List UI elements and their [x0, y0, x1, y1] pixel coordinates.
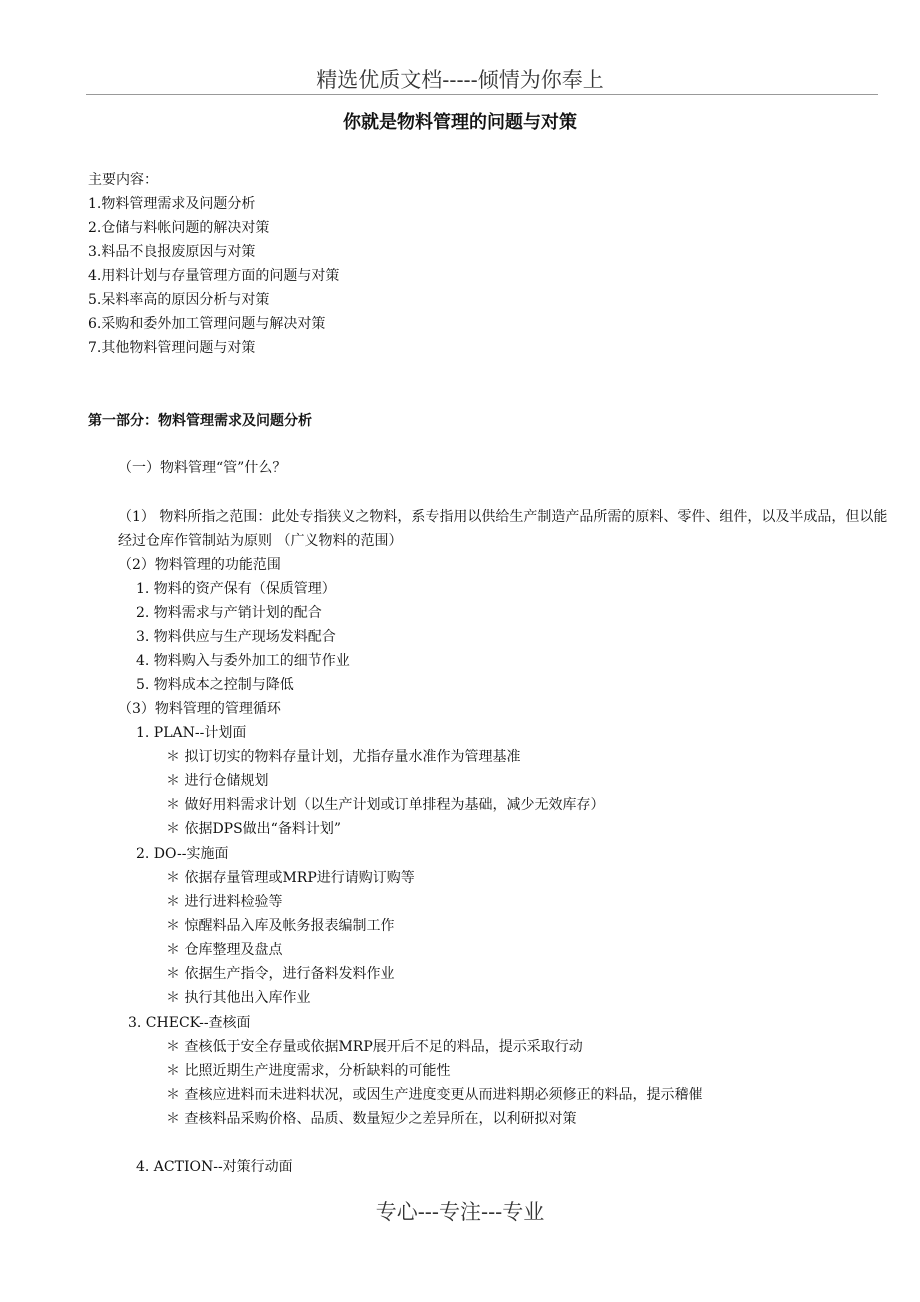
subsection-heading: （一）物料管理“管”什么？ [118, 460, 287, 476]
list-item: ＊ 查核应进料而未进料状况，或因生产进度变更从而进料期必须修正的料品，提示稽催 [166, 1087, 703, 1103]
list-item: ＊ 拟订切实的物料存量计划，尤指存量水准作为管理基准 [166, 749, 521, 765]
list-item: ＊ 做好用料需求计划（以生产计划或订单排程为基础，减少无效库存） [166, 797, 605, 813]
subsection-heading: （3）物料管理的管理循环 [118, 701, 281, 717]
header-divider [86, 94, 878, 95]
section-heading: 第一部分：物料管理需求及问题分析 [88, 413, 312, 429]
list-item: ＊ 依据生产指令，进行备料发料作业 [166, 966, 395, 982]
toc-item: 3.料品不良报废原因与对策 [88, 244, 256, 260]
toc-item: 4.用料计划与存量管理方面的问题与对策 [88, 268, 340, 284]
list-item: ＊ 比照近期生产进度需求，分析缺料的可能性 [166, 1063, 451, 1079]
list-item: 1. 物料的资产保有（保质管理） [136, 581, 336, 597]
toc-item: 1.物料管理需求及问题分析 [88, 196, 256, 212]
list-item: ＊ 惊醒料品入库及帐务报表编制工作 [166, 918, 395, 934]
list-item: ＊ 进行进料检验等 [166, 894, 283, 910]
toc-item: 7.其他物料管理问题与对策 [88, 340, 256, 356]
list-item: ＊ 查核料品采购价格、品质、数量短少之差异所在，以利研拟对策 [166, 1111, 577, 1127]
list-item: 4. 物料购入与委外加工的细节作业 [136, 653, 350, 669]
toc-item: 2.仓储与料帐问题的解决对策 [88, 220, 270, 236]
list-item: ＊ 依据DPS做出“备料计划” [166, 821, 341, 837]
list-item: ＊ 查核低于安全存量或依据MRP展开后不足的料品，提示采取行动 [166, 1039, 583, 1055]
toc-heading: 主要内容： [88, 172, 158, 188]
page-footer: 专心---专注---专业 [375, 1200, 545, 1224]
toc-item: 5.呆料率高的原因分析与对策 [88, 292, 270, 308]
cycle-heading-action: 4. ACTION--对策行动面 [136, 1159, 293, 1175]
list-item: 3. 物料供应与生产现场发料配合 [136, 629, 336, 645]
page-header: 精选优质文档-----倾情为你奉上 [316, 68, 604, 92]
subsection-heading: （2）物料管理的功能范围 [118, 557, 281, 573]
scope-paragraph: （1） 物料所指之范围：此处专指狭义之物料，系专指用以供给生产制造产品所需的原料、零件、组件，以及半成品，但以能经过仓库作管制站为原则 （广义物料的范围） [118, 509, 888, 549]
list-item: ＊ 执行其他出入库作业 [166, 990, 311, 1006]
list-item: ＊ 进行仓储规划 [166, 773, 269, 789]
document-title: 你就是物料管理的问题与对策 [343, 112, 577, 133]
list-item: 5. 物料成本之控制与降低 [136, 677, 294, 693]
cycle-heading-do: 2. DO--实施面 [136, 846, 229, 862]
cycle-heading-check: 3. CHECK--查核面 [128, 1015, 251, 1031]
list-item: ＊ 仓库整理及盘点 [166, 942, 283, 958]
cycle-heading-plan: 1. PLAN--计划面 [136, 725, 247, 741]
toc-item: 6.采购和委外加工管理问题与解决对策 [88, 316, 326, 332]
list-item: 2. 物料需求与产销计划的配合 [136, 605, 322, 621]
list-item: ＊ 依据存量管理或MRP进行请购订购等 [166, 870, 415, 886]
